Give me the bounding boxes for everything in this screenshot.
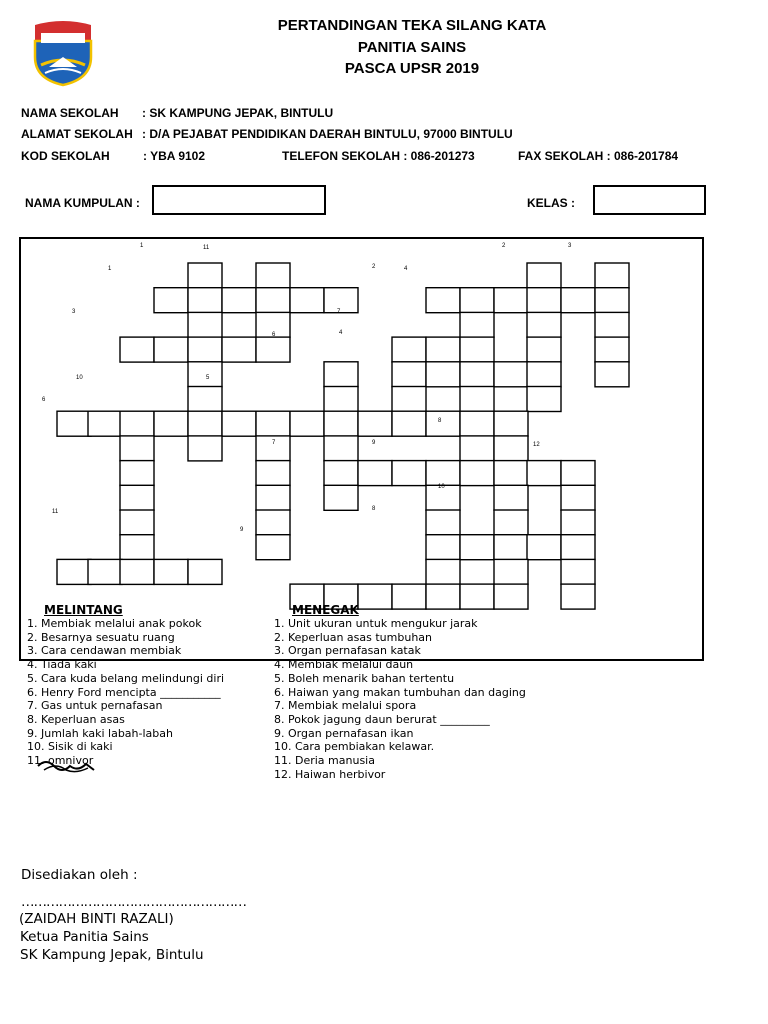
crossword-cell[interactable] bbox=[120, 411, 154, 436]
crossword-cell[interactable] bbox=[527, 535, 561, 560]
crossword-cell[interactable] bbox=[392, 411, 426, 436]
crossword-cell[interactable] bbox=[88, 411, 122, 436]
crossword-cell[interactable] bbox=[120, 485, 154, 510]
clue-number: 1 bbox=[140, 243, 144, 249]
down-title: MENEGAK bbox=[292, 603, 359, 617]
crossword-cell[interactable] bbox=[154, 337, 188, 362]
crossword-cell[interactable] bbox=[426, 461, 460, 486]
clue-number: 3 bbox=[72, 309, 76, 315]
crossword-cell[interactable] bbox=[392, 584, 426, 609]
handwritten-scribble bbox=[36, 756, 96, 776]
crossword-cell[interactable] bbox=[460, 337, 494, 362]
crossword-cell[interactable] bbox=[392, 362, 426, 387]
crossword-cell[interactable] bbox=[324, 387, 358, 412]
crossword-cell[interactable] bbox=[290, 411, 324, 436]
crossword-cell[interactable] bbox=[120, 510, 154, 535]
prepared-by-label: Disediakan oleh : bbox=[21, 867, 138, 883]
crossword-cell[interactable] bbox=[392, 387, 426, 412]
crossword-cell[interactable] bbox=[494, 411, 528, 436]
crossword-cell[interactable] bbox=[494, 485, 528, 510]
down-clue-4: 4. Membiak melalui daun bbox=[274, 658, 414, 672]
crossword-cell[interactable] bbox=[527, 337, 561, 362]
crossword-cell[interactable] bbox=[494, 362, 528, 387]
class-label: KELAS : bbox=[527, 196, 575, 210]
crossword-cell[interactable] bbox=[595, 362, 629, 387]
crossword-cell[interactable] bbox=[256, 288, 290, 313]
crossword-cell[interactable] bbox=[222, 337, 256, 362]
crossword-cell[interactable] bbox=[460, 535, 494, 560]
clue-number: 6 bbox=[272, 332, 276, 338]
crossword-cell[interactable] bbox=[188, 288, 222, 313]
crossword-cell[interactable] bbox=[527, 263, 561, 288]
across-clue-5: 5. Cara kuda belang melindungi diri bbox=[27, 671, 225, 685]
down-clue-7: 7. Membiak melalui spora bbox=[274, 699, 417, 713]
clue-number: 7 bbox=[337, 309, 341, 315]
crossword-cell[interactable] bbox=[494, 436, 528, 461]
crossword-cell[interactable] bbox=[527, 312, 561, 337]
across-title: MELINTANG bbox=[44, 603, 123, 617]
clue-number: 9 bbox=[372, 440, 376, 446]
crossword-cell[interactable] bbox=[595, 337, 629, 362]
crossword-cell[interactable] bbox=[392, 461, 426, 486]
crossword-cell[interactable] bbox=[426, 411, 460, 436]
school-address-label: ALAMAT SEKOLAH bbox=[21, 127, 133, 141]
crossword-cell[interactable] bbox=[426, 535, 460, 560]
crossword-cell[interactable] bbox=[561, 288, 595, 313]
across-clue-list bbox=[27, 617, 224, 768]
crossword-cell[interactable] bbox=[561, 559, 595, 584]
crossword-cell[interactable] bbox=[494, 510, 528, 535]
crossword-cell[interactable] bbox=[324, 485, 358, 510]
crossword-cell[interactable] bbox=[188, 337, 222, 362]
down-clue-6: 6. Haiwan yang makan tumbuhan dan daging bbox=[274, 685, 526, 699]
signature-line: ……………………………………………… bbox=[21, 894, 246, 910]
clue-number: 4 bbox=[339, 330, 343, 336]
crossword-cell[interactable] bbox=[256, 337, 290, 362]
school-name-value: : SK KAMPUNG JEPAK, BINTULU bbox=[142, 106, 334, 120]
crossword-cell[interactable] bbox=[358, 411, 392, 436]
crossword-cell[interactable] bbox=[494, 535, 528, 560]
crossword-cell[interactable] bbox=[494, 288, 528, 313]
school-phone: TELEFON SEKOLAH : 086-201273 bbox=[282, 149, 475, 163]
crossword-cell[interactable] bbox=[256, 263, 290, 288]
crossword-cell[interactable] bbox=[324, 411, 358, 436]
crossword-cell[interactable] bbox=[595, 312, 629, 337]
crossword-cell[interactable] bbox=[120, 436, 154, 461]
crossword-cell[interactable] bbox=[595, 288, 629, 313]
crossword-cell[interactable] bbox=[256, 411, 290, 436]
crossword-cell[interactable] bbox=[494, 584, 528, 609]
crossword-cell[interactable] bbox=[460, 312, 494, 337]
down-clue-12: 12. Haiwan herbivor bbox=[274, 767, 386, 781]
down-clue-1: 1. Unit ukuran untuk mengukur jarak bbox=[274, 617, 478, 630]
clue-number: 8 bbox=[438, 418, 442, 424]
crossword-cell[interactable] bbox=[561, 485, 595, 510]
crossword-cell[interactable] bbox=[57, 559, 91, 584]
crossword-cell[interactable] bbox=[460, 362, 494, 387]
crossword-cell[interactable] bbox=[426, 559, 460, 584]
across-clue-7: 7. Gas untuk pernafasan bbox=[27, 699, 163, 713]
clue-number: 6 bbox=[42, 397, 46, 403]
down-clue-9: 9. Organ pernafasan ikan bbox=[274, 726, 414, 740]
crossword-cell[interactable] bbox=[324, 362, 358, 387]
crossword-cell[interactable] bbox=[256, 461, 290, 486]
crossword-cell[interactable] bbox=[561, 510, 595, 535]
across-clue-3: 3. Cara cendawan membiak bbox=[27, 644, 182, 658]
crossword-cell[interactable] bbox=[392, 337, 426, 362]
across-clue-11: 11. omnivor bbox=[27, 754, 94, 768]
clue-number: 12 bbox=[533, 442, 540, 448]
across-clue-1: 1. Membiak melalui anak pokok bbox=[27, 617, 202, 630]
header-year: PASCA UPSR 2019 bbox=[344, 60, 480, 77]
crossword-cell[interactable] bbox=[426, 584, 460, 609]
crossword-cell[interactable] bbox=[188, 559, 222, 584]
group-name-label: NAMA KUMPULAN : bbox=[25, 196, 140, 210]
crossword-cell[interactable] bbox=[561, 535, 595, 560]
crossword-cell[interactable] bbox=[426, 510, 460, 535]
signatory-position: Ketua Panitia Sains bbox=[20, 929, 149, 945]
signatory-school: SK Kampung Jepak, Bintulu bbox=[20, 947, 204, 963]
crossword-cell[interactable] bbox=[154, 559, 188, 584]
crossword-cell[interactable] bbox=[460, 584, 494, 609]
down-clue-5: 5. Boleh menarik bahan tertentu bbox=[274, 671, 455, 685]
crossword-cell[interactable] bbox=[324, 461, 358, 486]
crossword-cell[interactable] bbox=[595, 263, 629, 288]
school-code-value: : YBA 9102 bbox=[143, 149, 206, 163]
crossword-cell[interactable] bbox=[460, 461, 494, 486]
clue-number: 10 bbox=[76, 375, 83, 381]
crossword-cell[interactable] bbox=[527, 461, 561, 486]
school-code-label: KOD SEKOLAH bbox=[21, 149, 110, 163]
across-clue-10: 10. Sisik di kaki bbox=[27, 740, 113, 754]
crossword-cell[interactable] bbox=[222, 288, 256, 313]
crossword-cell[interactable] bbox=[324, 288, 358, 313]
crossword-cell[interactable] bbox=[120, 461, 154, 486]
crossword-cell[interactable] bbox=[561, 584, 595, 609]
crossword-cell[interactable] bbox=[426, 337, 460, 362]
crossword-cell[interactable] bbox=[290, 288, 324, 313]
crossword-cell[interactable] bbox=[460, 411, 494, 436]
crossword-cell[interactable] bbox=[561, 461, 595, 486]
crossword-cell[interactable] bbox=[188, 387, 222, 412]
down-clue-3: 3. Organ pernafasan katak bbox=[274, 644, 421, 658]
crossword-cell[interactable] bbox=[57, 411, 91, 436]
clue-number: 10 bbox=[438, 484, 445, 490]
crossword-cell[interactable] bbox=[527, 387, 561, 412]
crossword-cell[interactable] bbox=[222, 411, 256, 436]
header-subtitle: PANITIA SAINS bbox=[357, 39, 467, 56]
clue-number: 5 bbox=[206, 375, 210, 381]
across-clue-6: 6. Henry Ford mencipta ___________ bbox=[27, 685, 221, 699]
crossword-cell[interactable] bbox=[256, 510, 290, 535]
crossword-cell[interactable] bbox=[154, 411, 188, 436]
crossword-cell[interactable] bbox=[188, 411, 222, 436]
crossword-cell[interactable] bbox=[188, 312, 222, 337]
crossword-cell[interactable] bbox=[426, 288, 460, 313]
clue-number: 9 bbox=[240, 527, 244, 533]
crossword-cell[interactable] bbox=[256, 485, 290, 510]
crossword-cell[interactable] bbox=[120, 337, 154, 362]
clue-number: 1 bbox=[108, 266, 112, 272]
crossword-cell[interactable] bbox=[358, 461, 392, 486]
crossword-cell[interactable] bbox=[120, 535, 154, 560]
clue-number: 2 bbox=[502, 243, 506, 249]
clue-number: 11 bbox=[203, 245, 210, 251]
clue-number: 7 bbox=[272, 440, 276, 446]
crossword-cell[interactable] bbox=[527, 362, 561, 387]
school-name-label: NAMA SEKOLAH bbox=[21, 106, 119, 120]
clue-number: 2 bbox=[372, 264, 376, 270]
signatory-name: (ZAIDAH BINTI RAZALI) bbox=[19, 911, 174, 927]
crossword-cell[interactable] bbox=[256, 535, 290, 560]
crossword-cell[interactable] bbox=[120, 559, 154, 584]
down-clue-11: 11. Deria manusia bbox=[274, 754, 375, 768]
across-clue-2: 2. Besarnya sesuatu ruang bbox=[27, 630, 175, 644]
crossword-cell[interactable] bbox=[188, 362, 222, 387]
down-clue-list bbox=[274, 617, 526, 781]
crossword-cell[interactable] bbox=[494, 559, 528, 584]
across-clue-4: 4. Tiada kaki bbox=[27, 658, 97, 672]
crossword-cell[interactable] bbox=[358, 584, 392, 609]
crossword-cell[interactable] bbox=[88, 559, 122, 584]
clue-number: 3 bbox=[568, 243, 572, 249]
school-fax: FAX SEKOLAH : 086-201784 bbox=[518, 149, 679, 163]
across-clue-9: 9. Jumlah kaki labah-labah bbox=[27, 726, 173, 740]
crossword-cell[interactable] bbox=[494, 461, 528, 486]
clue-number: 8 bbox=[372, 506, 376, 512]
crossword-cell[interactable] bbox=[188, 263, 222, 288]
clue-number: 4 bbox=[404, 266, 408, 272]
crossword-cell[interactable] bbox=[460, 288, 494, 313]
crossword-cell[interactable] bbox=[188, 436, 222, 461]
header-title: PERTANDINGAN TEKA SILANG KATA bbox=[277, 17, 547, 34]
across-clue-8: 8. Keperluan asas bbox=[27, 712, 125, 726]
crossword-cell[interactable] bbox=[324, 436, 358, 461]
crossword-cell[interactable] bbox=[527, 288, 561, 313]
down-clue-8: 8. Pokok jagung daun berurat _________ bbox=[274, 712, 490, 726]
crossword-cell[interactable] bbox=[426, 362, 460, 387]
clue-number: 11 bbox=[52, 509, 59, 515]
school-address-value: : D/A PEJABAT PENDIDIKAN DAERAH BINTULU, 97000 BINTULU bbox=[142, 127, 513, 141]
down-clue-2: 2. Keperluan asas tumbuhan bbox=[274, 630, 433, 644]
crossword-cell[interactable] bbox=[460, 436, 494, 461]
crossword-cell[interactable] bbox=[460, 387, 494, 412]
down-clue-10: 10. Cara pembiakan kelawar. bbox=[274, 740, 435, 754]
crossword-cell[interactable] bbox=[154, 288, 188, 313]
